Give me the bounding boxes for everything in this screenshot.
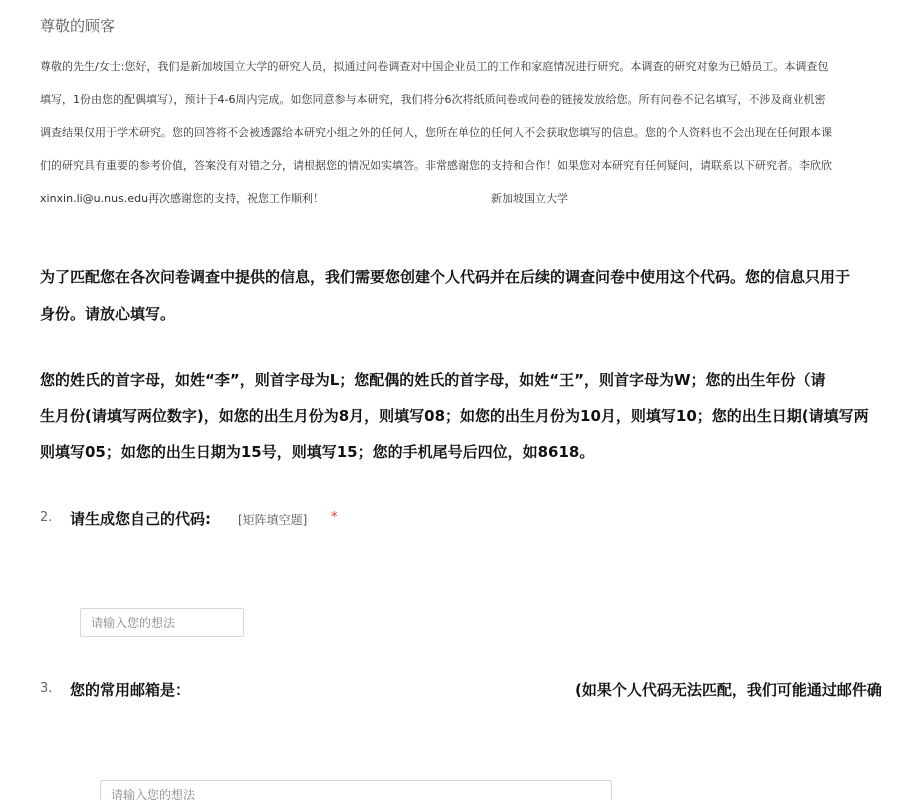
greeting-heading: 尊敬的顾客 bbox=[40, 17, 116, 35]
intro-paragraph-line: 填写，1份由您的配偶填写），预计于4-6周内完成。如您同意参与本研究，我们将分6次将纸质问卷或问卷的链接发放给您。所有问卷不记名填写，不涉及商业机密 bbox=[40, 93, 826, 106]
question-number: 2. bbox=[40, 510, 53, 525]
intro-paragraph-line: xinxin.li@u.nus.edu再次感谢您的支持，祝您工作顺利！ bbox=[40, 192, 325, 205]
intro-paragraph-line: 们的研究具有重要的参考价值，答案没有对错之分，请根据您的情况如实填答。非常感谢您的支持和合作！如果您对本研究有任何疑问，请联系以下研究者。李欣欣 bbox=[40, 159, 832, 172]
code-rule-line: 则填写05；如您的出生日期为15号，则填写15；您的手机尾号后四位，如8618。 bbox=[40, 443, 595, 461]
intro-paragraph-line: 调查结果仅用于学术研究。您的回答将不会被透露给本研究小组之外的任何人，您所在单位的任何人不会获取您填写的信息。您的个人资料也不会出现在任何跟本课 bbox=[40, 126, 832, 139]
required-mark: * bbox=[331, 510, 338, 525]
email-input[interactable] bbox=[100, 780, 612, 800]
notice-line: 身份。请放心填写。 bbox=[40, 305, 176, 323]
question-title: 您的常用邮箱是： bbox=[70, 681, 191, 699]
code-rule-line: 您的姓氏的首字母，如姓“李”，则首字母为L；您配偶的姓氏的首字母，如姓“王”，则首字母为W；您的出生年份（请 bbox=[40, 371, 826, 389]
question-note: (如果个人代码无法匹配，我们可能通过邮件确 bbox=[575, 681, 882, 699]
question-title: 请生成您自己的代码: bbox=[70, 510, 211, 528]
notice-line: 为了匹配您在各次问卷调查中提供的信息，我们需要您创建个人代码并在后续的调查问卷中使用这个代码。您的信息只用于 bbox=[40, 268, 851, 286]
intro-paragraph-line: 尊敬的先生/女士:您好，我们是新加坡国立大学的研究人员，拟通过问卷调查对中国企业员工的工作和家庭情况进行研究。本调查的研究对象为已婚员工。本调查包 bbox=[40, 60, 829, 73]
code-input[interactable] bbox=[80, 608, 244, 637]
question-type-label: [矩阵填空题] bbox=[238, 513, 308, 527]
code-rule-line: 生月份(请填写两位数字)，如您的出生月份为8月，则填写08；如您的出生月份为10月，则填写10；您的出生日期(请填写两 bbox=[40, 407, 869, 425]
intro-signature: 新加坡国立大学 bbox=[491, 192, 568, 205]
question-number: 3. bbox=[40, 681, 53, 696]
